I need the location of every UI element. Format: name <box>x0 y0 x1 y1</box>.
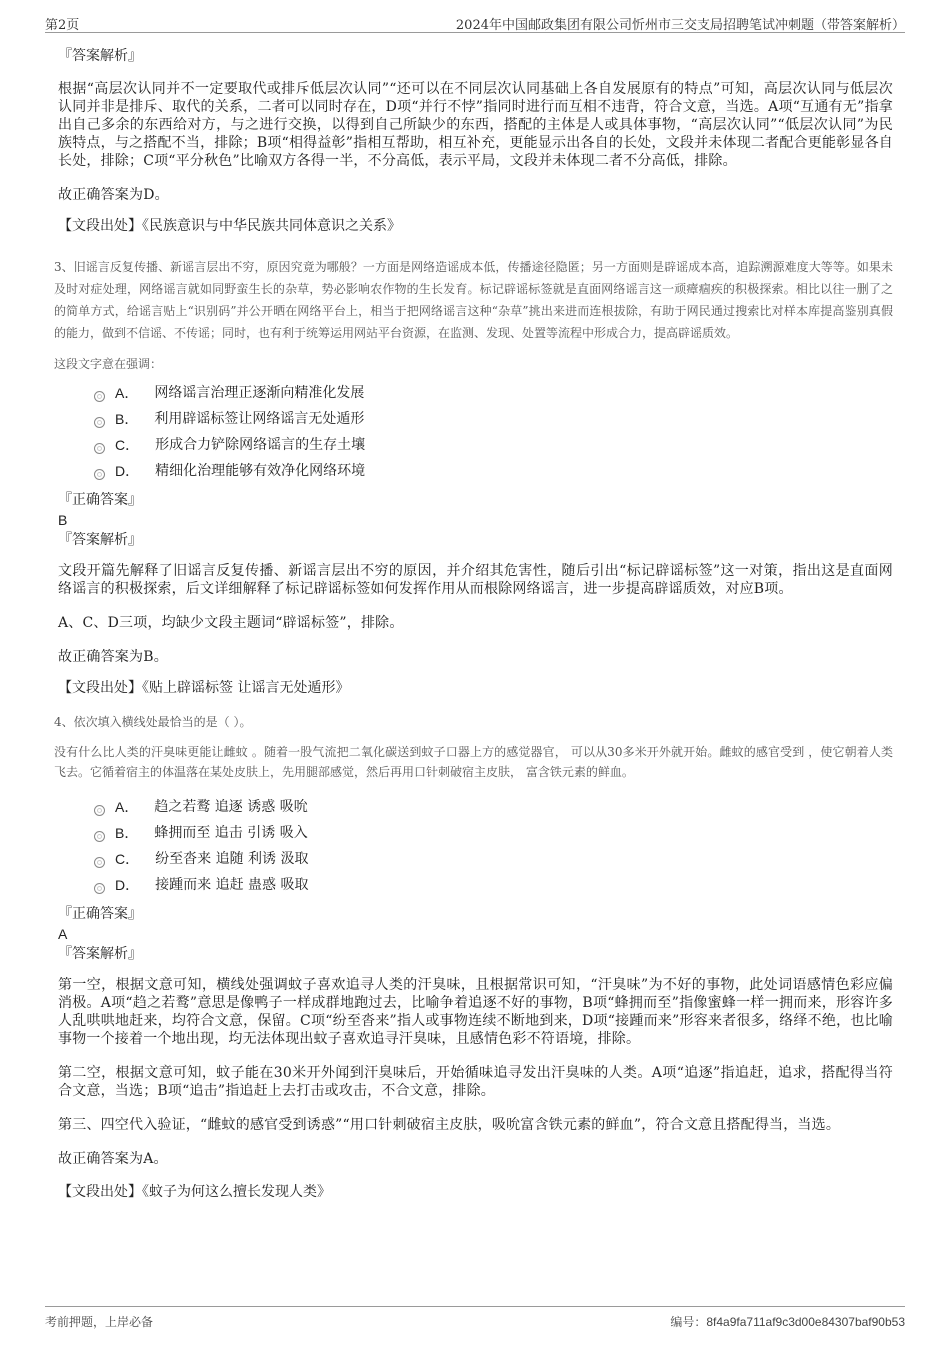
q4-analysis-2: 第二空，根据文意可知，蚊子能在30米开外闻到汗臭味后，开始循味追寻发出汗臭味的人类。A项“追逐”指追赶，追求，搭配得当符合文意，当选；B项“追击”指追赶上去打击或攻击，不合文意，排除。 <box>58 1065 893 1099</box>
page-number: 第2页 <box>45 18 80 33</box>
q4-options <box>58 794 893 898</box>
q3-conclusion: 故正确答案为B。 <box>58 649 168 665</box>
q4-analysis-3: 第三、四空代入验证，“雌蚊的感官受到诱惑”“用口针刺破宿主皮肤，吸吮富含铁元素的鲜血”，符合文意且搭配得当，当选。 <box>58 1117 841 1133</box>
radio-icon[interactable] <box>94 883 105 894</box>
q3-options <box>58 380 893 484</box>
analysis-label: 『答案解析』 <box>58 532 142 548</box>
radio-icon[interactable] <box>94 469 105 480</box>
q4-answer: A <box>58 926 68 942</box>
q4-option-a[interactable]: A． 趋之若鹜 追逐 诱惑 吸吮 <box>94 794 893 820</box>
q4-conclusion: 故正确答案为A。 <box>58 1151 168 1167</box>
q2-conclusion: 故正确答案为D。 <box>58 187 169 203</box>
q4-option-b[interactable]: B． 蜂拥而至 追击 引诱 吸入 <box>94 820 893 846</box>
page-content <box>54 46 893 1202</box>
correct-answer-label: 『正确答案』 <box>58 906 142 922</box>
radio-icon[interactable] <box>94 857 105 868</box>
correct-answer-label: 『正确答案』 <box>58 492 142 508</box>
q3-option-b[interactable]: B． 利用辟谣标签让网络谣言无处遁形 <box>94 406 893 432</box>
q3-option-c[interactable]: C． 形成合力铲除网络谣言的生存土壤 <box>94 432 893 458</box>
radio-icon[interactable] <box>94 417 105 428</box>
q2-source: 【文段出处】《民族意识与中华民族共同体意识之关系》 <box>58 218 401 234</box>
q3-stem: 3、旧谣言反复传播、新谣言层出不穷，原因究竟为哪般？一方面是网络造谣成本低，传播途径隐匿；另一方面则是辟谣成本高，追踪溯源难度大等等。如果未及时对症处理，网络谣言就如同野蛮生长的杂草，势必影响农作物的生长发育。标记辟谣标签就是直面网络谣言这一顽瘴痼疾的积极探索。相比以往一删了之的简单方式，给谣言贴上“识别码”并公开晒在网络平台上，相当于把网络谣言这种“杂草”挑出来进而连根拔除，有助于网民通过搜索比对样本库提高鉴别真假的能力，做到不信谣、不传谣；同时，也有利于统筹运用网站平台资源，在监测、发现、处置等流程中形成合力，提高辟谣质效。 <box>54 260 893 340</box>
page-header <box>45 12 905 33</box>
analysis-label: 『答案解析』 <box>58 48 142 64</box>
serial-number: 编号：8f4a9fa711af9c3d00e84307baf90b53 <box>670 1315 905 1329</box>
document-title: 2024年中国邮政集团有限公司忻州市三交支局招聘笔试冲刺题（带答案解析） <box>455 18 905 33</box>
radio-icon[interactable] <box>94 831 105 842</box>
q4-analysis-1: 第一空，根据文意可知，横线处强调蚊子喜欢追寻人类的汗臭味，且根据常识可知，“汗臭味”为不好的事物，此处词语感情色彩应偏消极。A项“趋之若鹜”意思是像鸭子一样成群地跑过去，比喻争着追逐不好的事物，B项“蜂拥而至”指像蜜蜂一样一拥而来，形容许多人乱哄哄地赶来，均符合文意，保留。C项“纷至沓来”指人或事物连续不断地到来，D项“接踵而来”形容来者很多，络绎不绝，也比喻事物一个接着一个地出现，均无法体现出蚊子喜欢追寻汗臭味，且感情色彩不符语境，排除。 <box>58 977 893 1047</box>
q3-option-a[interactable]: A． 网络谣言治理正逐渐向精准化发展 <box>94 380 893 406</box>
footer-motto: 考前押题，上岸必备 <box>45 1315 154 1329</box>
radio-icon[interactable] <box>94 443 105 454</box>
radio-icon[interactable] <box>94 805 105 816</box>
q4-option-d[interactable]: D． 接踵而来 追赶 蛊惑 吸取 <box>94 872 893 898</box>
q3-option-d[interactable]: D． 精细化治理能够有效净化网络环境 <box>94 458 893 484</box>
q4-option-c[interactable]: C． 纷至沓来 追随 利诱 汲取 <box>94 846 893 872</box>
q4-source: 【文段出处】《蚊子为何这么擅长发现人类》 <box>58 1184 331 1200</box>
q3-source: 【文段出处】《贴上辟谣标签 让谣言无处遁形》 <box>58 680 350 696</box>
q3-analysis-2: A、C、D三项，均缺少文段主题词“辟谣标签”，排除。 <box>58 615 404 631</box>
q4-stem: 4、依次填入横线处最恰当的是（ ）。 <box>54 715 252 729</box>
q3-answer: B <box>58 512 68 528</box>
analysis-label: 『答案解析』 <box>58 946 142 962</box>
radio-icon[interactable] <box>94 391 105 402</box>
q3-prompt: 这段文字意在强调： <box>54 357 163 371</box>
q3-analysis: 文段开篇先解释了旧谣言反复传播、新谣言层出不穷的原因，并介绍其危害性，随后引出“标记辟谣标签”这一对策，指出这是直面网络谣言的积极探索，后文详细解释了标记辟谣标签如何发挥作用从而根除网络谣言，进一步提高辟谣质效，对应B项。 <box>58 563 893 597</box>
q4-passage: 没有什么比人类的汗臭味更能让雌蚊 。随着一股气流把二氧化碳送到蚊子口器上方的感觉器官， 可以从30多米开外就开始。雌蚊的感官受到 ，使它朝着人类飞去。它循着宿主的体温落在某处皮肤上，先用腿部感觉，然后再用口针刺破宿主皮肤， 富含铁元素的鲜血。 <box>54 745 893 779</box>
page-footer <box>45 1306 905 1331</box>
q2-analysis: 根据“高层次认同并不一定要取代或排斥低层次认同”“还可以在不同层次认同基础上各自发展原有的特点”可知，高层次认同与低层次认同并非是排斥、取代的关系，二者可以同时存在，D项“并行不悖”指同时进行而互相不违背，符合文意，当选。A项“互通有无”指拿出自己多余的东西给对方，与之进行交换，以得到自己所缺少的东西，搭配的主体是人或具体事物，“高层次认同”“低层次认同”为民族特点，与之搭配不当，排除；B项“相得益彰”指相互帮助，相互补充，更能显示出各自的长处，文段并未体现二者配合更能彰显各自长处，排除；C项“平分秋色”比喻双方各得一半，不分高低，表示平局，文段并未体现二者不分高低，排除。 <box>58 81 893 169</box>
